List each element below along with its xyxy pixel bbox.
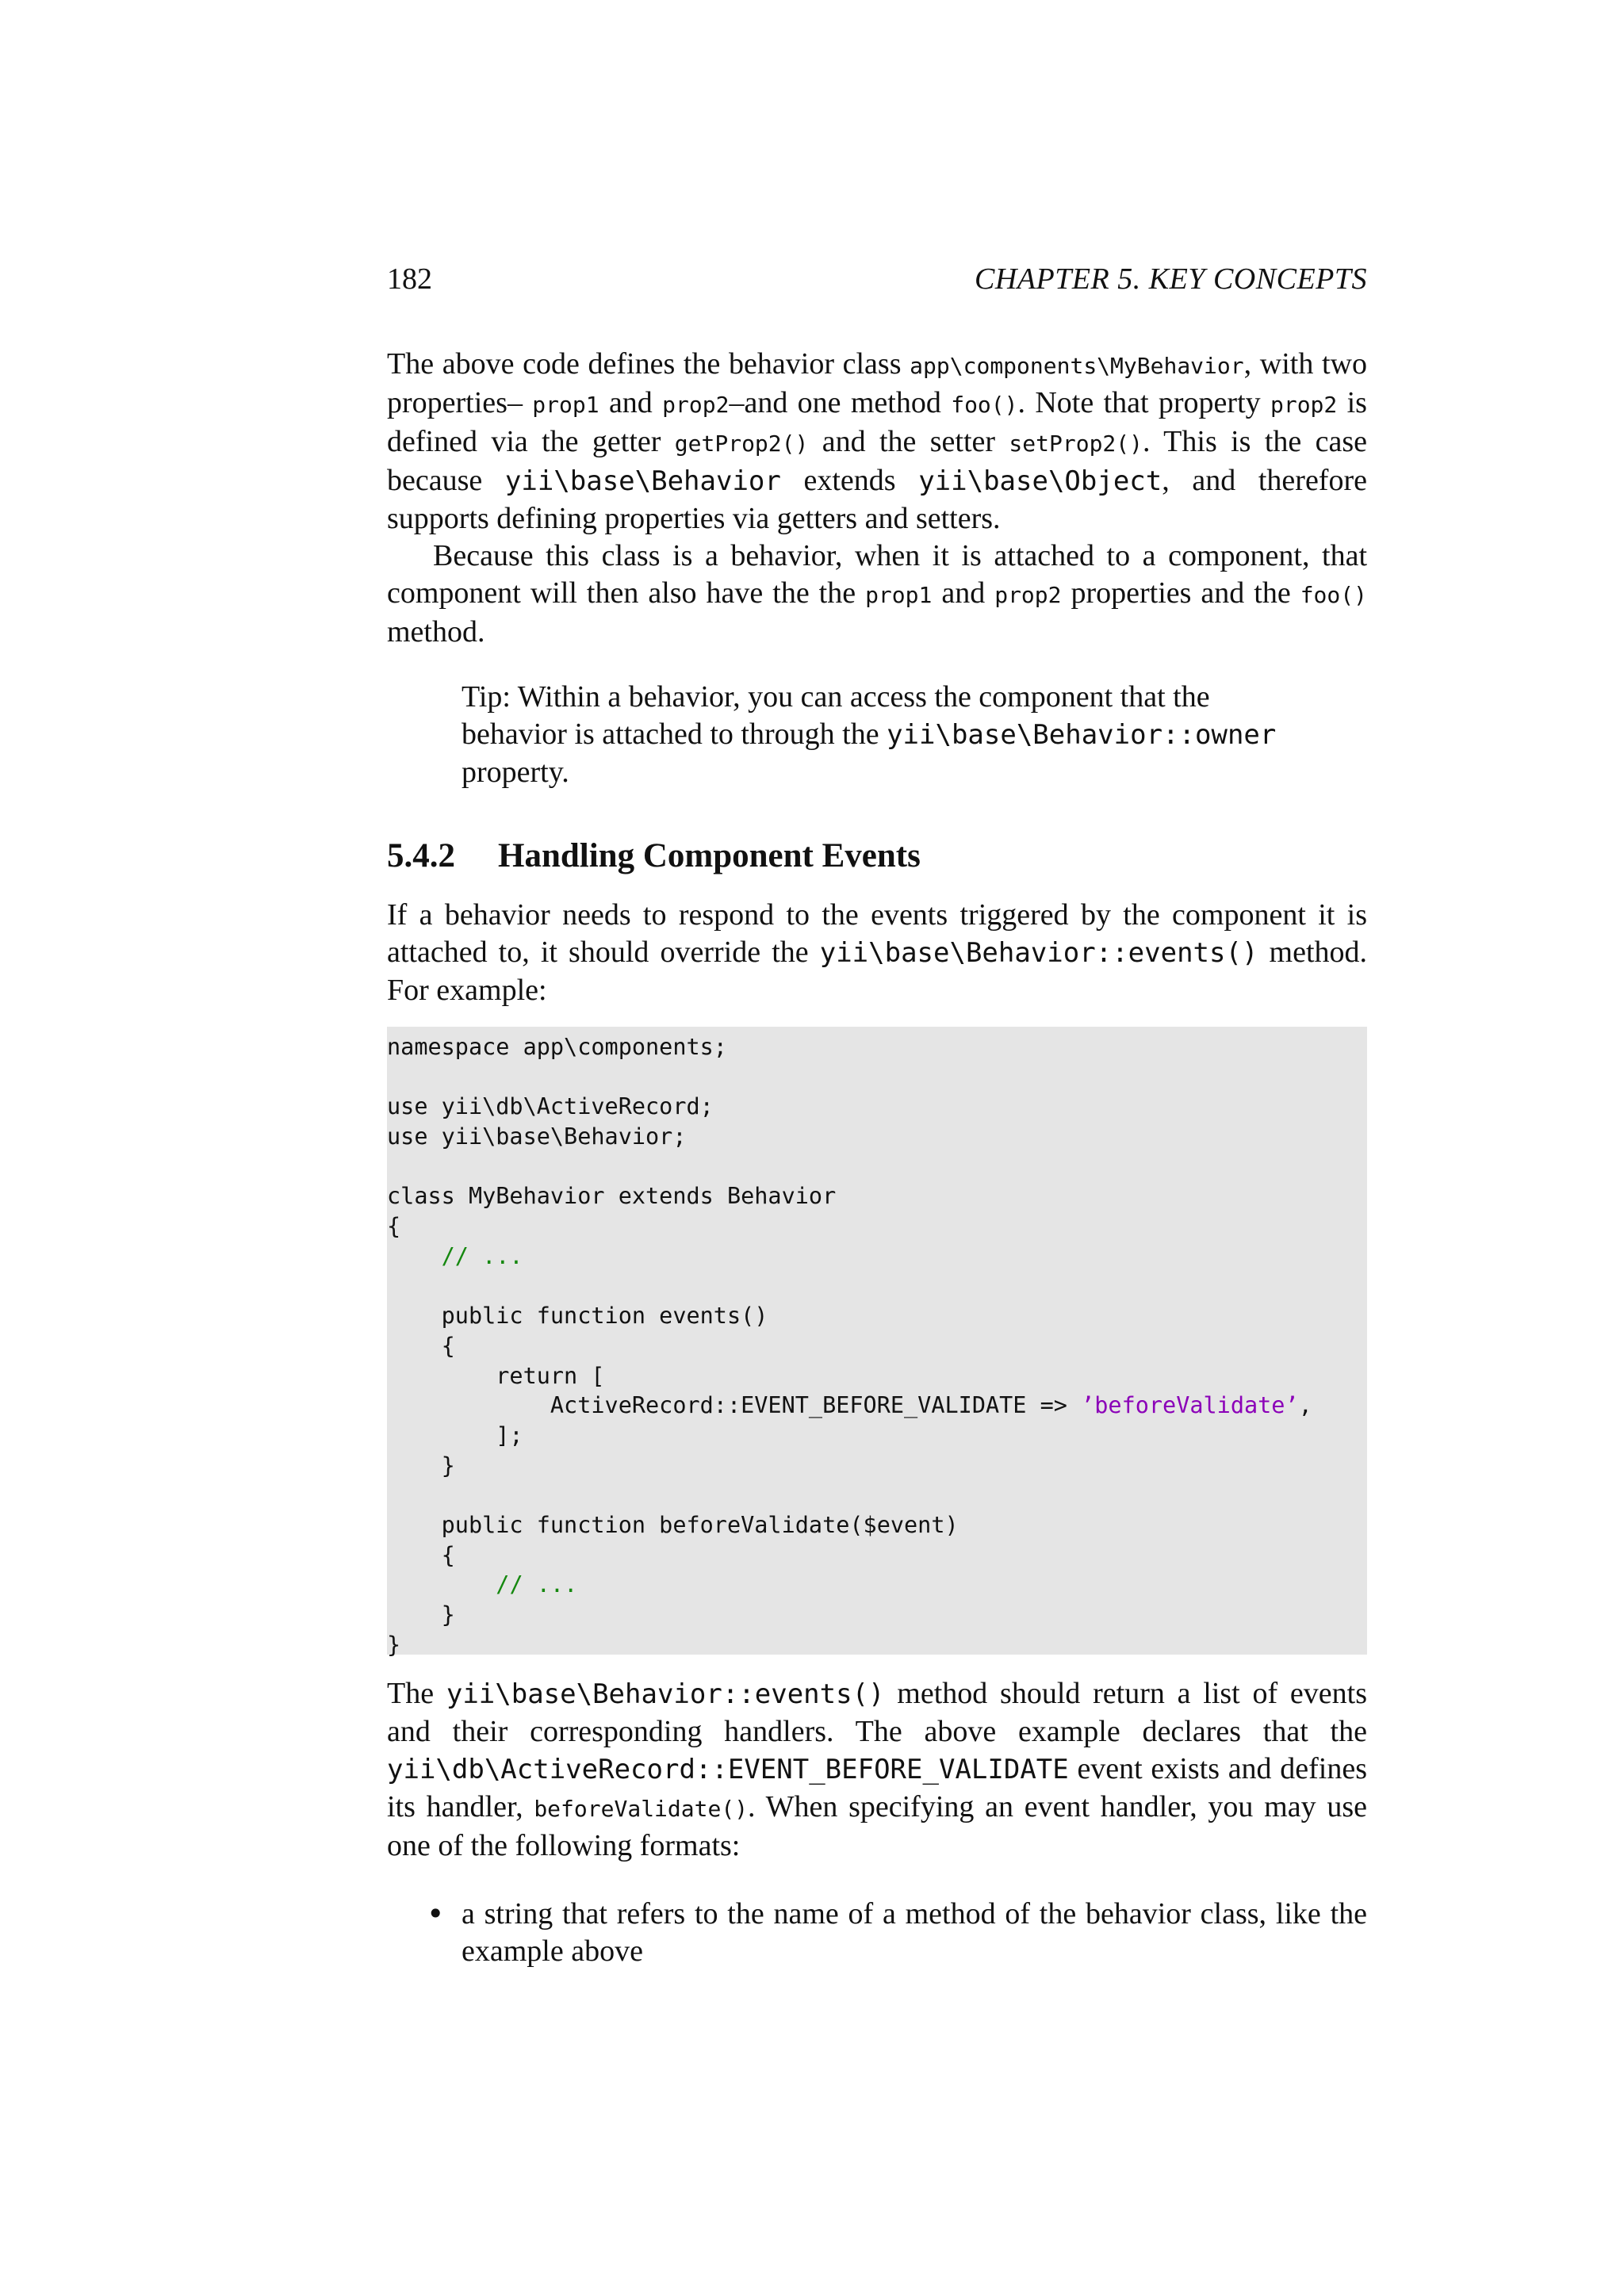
list-item-text: a string that refers to the name of a method of the behavior class, like the example above — [462, 1897, 1367, 1968]
running-header — [387, 257, 1367, 301]
code-line-comment — [387, 1242, 1367, 1272]
paragraph-1-text-5: . Note that property — [1017, 386, 1270, 419]
code-line — [387, 1062, 1367, 1093]
tip-callout — [462, 679, 1294, 791]
paragraph-2-text-1: Because this class is a behavior, when it is attached to a component, that component will then also have the the — [387, 539, 1367, 610]
setter-code: setProp2() — [1009, 430, 1143, 457]
code-line: public function events() — [387, 1303, 768, 1330]
paragraph-2-text-3: properties and the — [1061, 576, 1300, 610]
code-event-constant: ActiveRecord::EVENT_BEFORE_VALIDATE => — [387, 1392, 1082, 1419]
code-block — [387, 1027, 1367, 1658]
code-line — [387, 1272, 1367, 1302]
paragraph-1-text-1: The above code defines the behavior class — [387, 347, 910, 381]
paragraph-events-explanation — [387, 1675, 1367, 1865]
section-number: 5.4.2 — [387, 837, 455, 874]
paragraph-events-intro — [387, 897, 1367, 1009]
paragraph-1 — [387, 346, 1367, 538]
code-line: class MyBehavior extends Behavior — [387, 1183, 837, 1210]
paragraph-4-text-4: . When specifying an event handler, you may use one of the following formats: — [387, 1790, 1368, 1862]
code-line: use yii\db\ActiveRecord; — [387, 1093, 714, 1120]
paragraph-1-text-9: extends — [780, 464, 919, 497]
paragraph-3-text-2: method. For example: — [387, 936, 1368, 1007]
object-class-code: yii\base\Object — [918, 465, 1162, 497]
paragraph-1-text-6: is defined via the getter — [387, 386, 1367, 458]
page-number: 182 — [387, 262, 432, 296]
class-name-code: app\components\MyBehavior — [910, 353, 1244, 379]
code-line: } — [387, 1631, 401, 1658]
code-line: { — [387, 1213, 401, 1240]
code-line: { — [387, 1332, 455, 1359]
paragraph-4-text-3: event exists and defines its handler, — [387, 1752, 1367, 1823]
paragraph-1-text-8: . This is the case because — [387, 425, 1368, 497]
events-return-code: yii\base\Behavior::events() — [446, 1678, 885, 1710]
paragraph-1-text-2: , with two properties– — [387, 347, 1367, 419]
chapter-title: CHAPTER 5. KEY CONCEPTS — [975, 262, 1367, 296]
owner-property-code: yii\base\Behavior::owner — [887, 719, 1277, 751]
code-line: public function beforeValidate($event) — [387, 1512, 959, 1538]
prop2-property-code: prop2 — [1270, 392, 1338, 418]
paragraph-behavior-class-definition — [387, 346, 1367, 651]
events-method-code: yii\base\Behavior::events() — [819, 937, 1258, 969]
code-line: } — [387, 1601, 455, 1628]
code-line: use yii\base\Behavior; — [387, 1123, 687, 1150]
event-handler-format-list — [387, 1896, 1367, 1970]
paragraph-3 — [387, 897, 1367, 1009]
paragraph-4-text-2: method should return a list of events and their corresponding handlers. The above example declares that the — [387, 1677, 1367, 1748]
code-line: } — [387, 1452, 455, 1479]
paragraph-3-text-1: If a behavior needs to respond to the events triggered by the component it is attached to, it should override the — [387, 898, 1367, 969]
tip-text-2: property. — [462, 756, 569, 789]
prop2-code: prop2 — [662, 392, 730, 418]
section-title: Handling Component Events — [498, 837, 921, 874]
paragraph-2 — [387, 538, 1367, 651]
foo-method-code: foo() — [951, 392, 1018, 418]
code-comma: , — [1298, 1392, 1312, 1419]
paragraph-2-text-4: method. — [387, 615, 485, 649]
code-indent — [387, 1243, 442, 1269]
code-line-event-mapping — [387, 1391, 1367, 1421]
paragraph-2-text-2: and — [932, 576, 995, 610]
paragraph-1-text-3: and — [599, 386, 663, 419]
getter-code: getProp2() — [674, 430, 809, 457]
paragraph-1-text-7: and the setter — [808, 425, 1009, 458]
code-string: ’beforeValidate’ — [1081, 1392, 1299, 1419]
code-line: { — [387, 1541, 455, 1568]
bullet-marker: • — [427, 1896, 445, 1931]
paragraph-4 — [387, 1675, 1367, 1865]
paragraph-2-foo-code: foo() — [1300, 582, 1367, 608]
tip-text-1: Tip: Within a behavior, you can access the component that the behavior is attached to through the — [462, 680, 1210, 751]
list-item — [387, 1896, 1367, 1970]
code-line-comment — [387, 1570, 1367, 1600]
code-comment: // ... — [496, 1571, 578, 1598]
code-line: ]; — [387, 1422, 523, 1448]
code-line — [387, 1480, 1367, 1510]
code-indent — [387, 1571, 496, 1598]
paragraph-4-text-1: The — [387, 1677, 446, 1710]
paragraph-1-text-4: –and one method — [729, 386, 952, 419]
prop1-code: prop1 — [532, 392, 599, 418]
code-line: namespace app\components; — [387, 1034, 727, 1060]
code-comment: // ... — [441, 1242, 523, 1269]
code-line — [387, 1152, 1367, 1182]
event-constant-code: yii\db\ActiveRecord::EVENT_BEFORE_VALIDATE — [387, 1754, 1069, 1785]
handler-method-code: beforeValidate() — [534, 1796, 749, 1822]
paragraph-1-text-10: , and therefore supports defining properties via getters and setters. — [387, 464, 1367, 535]
section-heading — [387, 834, 1367, 878]
paragraph-2-prop1-code: prop1 — [865, 582, 933, 608]
code-line: return [ — [387, 1362, 605, 1389]
paragraph-2-prop2-code: prop2 — [994, 582, 1062, 608]
behavior-class-code: yii\base\Behavior — [504, 465, 781, 497]
